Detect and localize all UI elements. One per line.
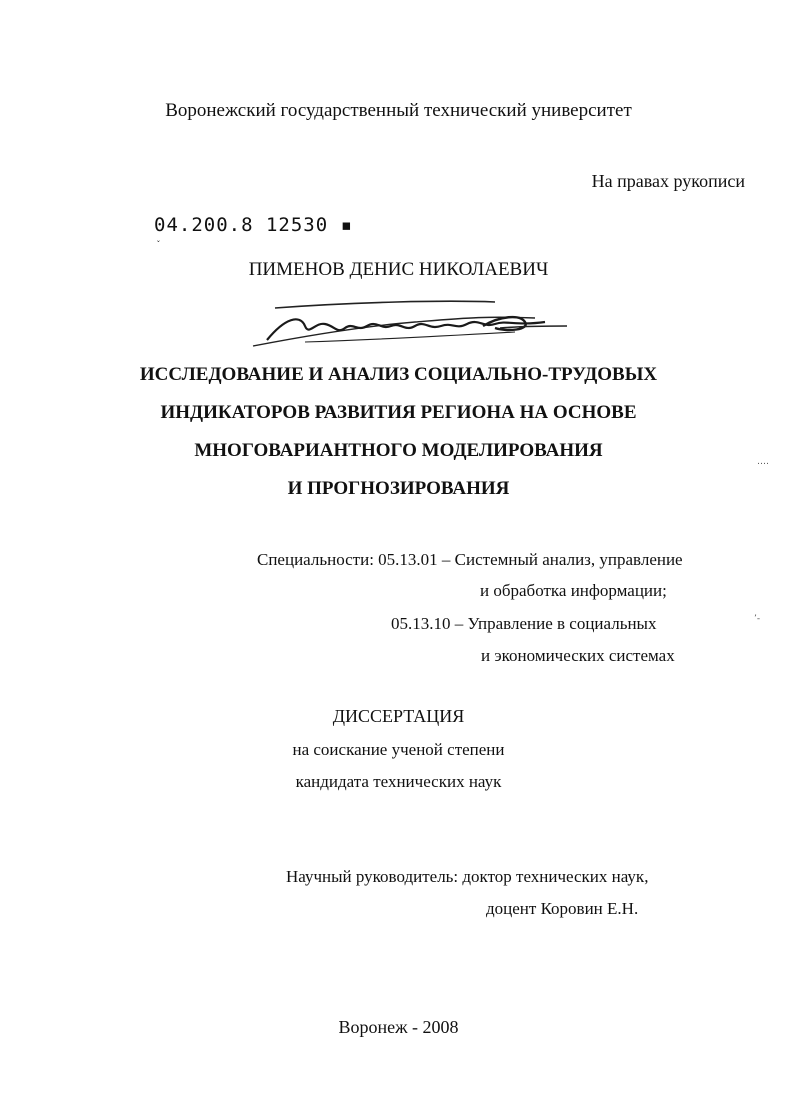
title-line: МНОГОВАРИАНТНОГО МОДЕЛИРОВАНИЯ — [194, 440, 603, 461]
manuscript-rights-label: На правах рукописи — [591, 171, 745, 191]
title-line: И ПРОГНОЗИРОВАНИЯ — [287, 478, 510, 499]
author-name: ПИМЕНОВ ДЕНИС НИКОЛАЕВИЧ — [248, 259, 549, 280]
specialty-line: 05.13.10 – Управление в социальных — [391, 614, 657, 633]
university-name: Воронежский государственный технический университет — [165, 100, 632, 121]
title-line: ИНДИКАТОРОВ РАЗВИТИЯ РЕГИОНА НА ОСНОВЕ — [160, 402, 637, 423]
degree-line: на соискание ученой степени — [292, 740, 505, 759]
title-line: ИССЛЕДОВАНИЕ И АНАЛИЗ СОЦИАЛЬНО-ТРУДОВЫХ — [139, 364, 658, 385]
stamp-number: 04.200.8 12530 — [154, 214, 329, 236]
specialty-line: и обработка информации; — [480, 581, 667, 600]
city-year: Воронеж - 2008 — [338, 1017, 459, 1037]
advisor-line: доцент Коровин Е.Н. — [486, 899, 639, 918]
dissertation-title — [0, 356, 797, 508]
specialty-line: Специальности: 05.13.01 – Системный анализ, управление — [257, 550, 683, 569]
registration-stamp — [154, 214, 354, 249]
advisor-line: Научный руководитель: доктор технических наук, — [286, 867, 649, 886]
degree-line: кандидата технических наук — [295, 772, 502, 791]
handwritten-signature — [245, 296, 575, 356]
stamp-mark: ▪ — [328, 214, 354, 236]
stamp-tick: ˇ — [156, 240, 161, 249]
scan-speck: ‥‥ — [757, 457, 770, 467]
scan-speck: ʼ- — [754, 614, 761, 624]
document-type-heading: ДИССЕРТАЦИЯ — [332, 706, 465, 726]
specialty-line: и экономических системах — [481, 646, 675, 665]
